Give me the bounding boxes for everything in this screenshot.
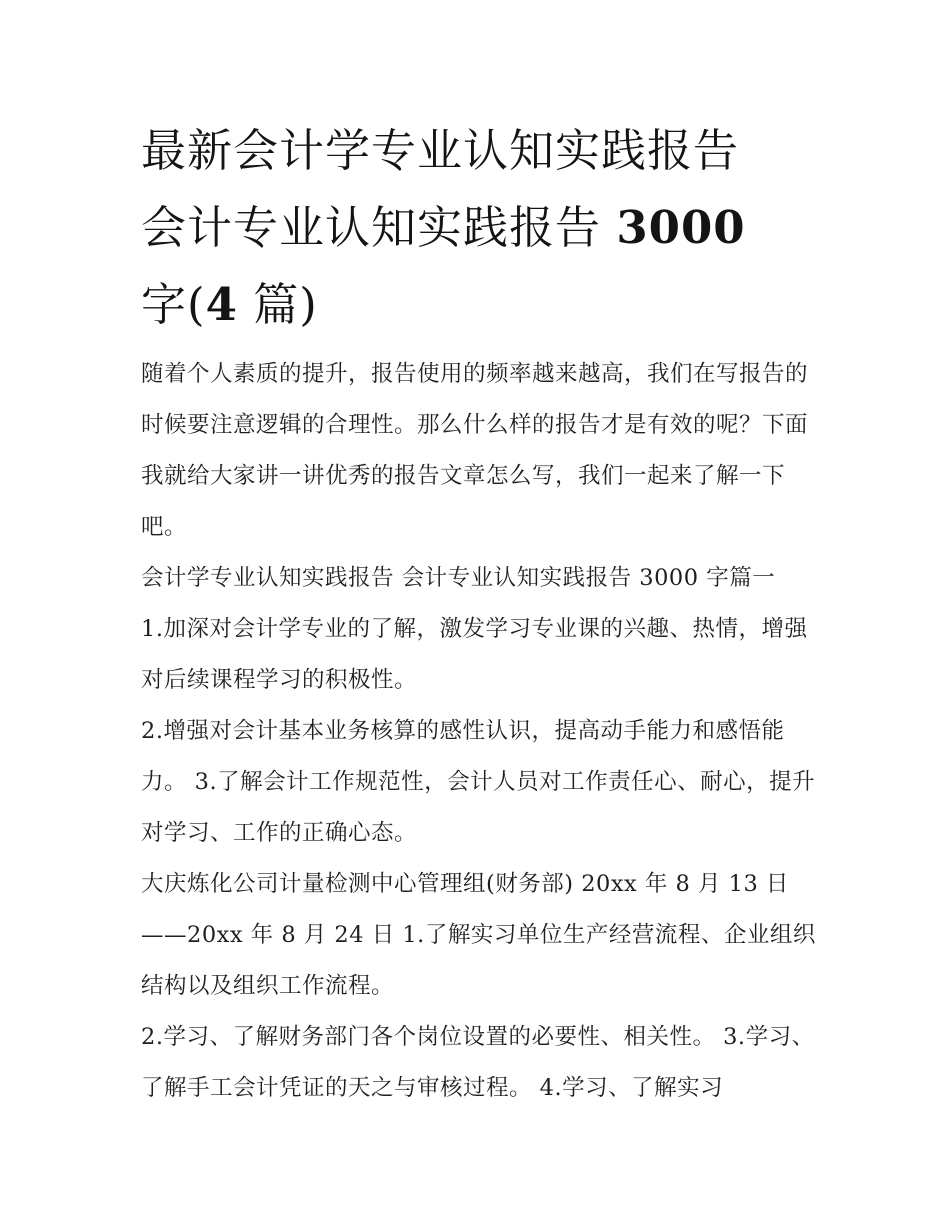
title-line-2-text: 会计专业认知实践报告 bbox=[141, 201, 602, 254]
document-title bbox=[141, 112, 816, 343]
title-line-1: 最新会计学专业认知实践报告 bbox=[141, 124, 740, 177]
title-line-3-prefix: 字( bbox=[141, 278, 206, 331]
practice-location-paragraph: 大庆炼化公司计量检测中心管理组(财务部) 20xx 年 8 月 13 日——20xx 年 8 月 24 日 1.了解实习单位生产经营流程、企业组织结构以及组织工作流程。 bbox=[141, 871, 816, 999]
title-line-3-suffix: 篇) bbox=[253, 278, 318, 331]
title-line-3-number: 4 bbox=[205, 278, 238, 331]
title-line-2-number: 3000 bbox=[616, 201, 746, 254]
objective-2-3-paragraph: 2.增强对会计基本业务核算的感性认识，提高动手能力和感悟能力。 3.了解会计工作规范性，会计人员对工作责任心、耐心，提升对学习、工作的正确心态。 bbox=[141, 718, 816, 846]
document-page bbox=[141, 112, 816, 1114]
intro-paragraph: 随着个人素质的提升，报告使用的频率越来越高，我们在写报告的时候要注意逻辑的合理性。那么什么样的报告才是有效的呢？下面我就给大家讲一讲优秀的报告文章怎么写，我们一起来了解一下吧。 bbox=[141, 361, 809, 540]
section-heading-paragraph: 会计学专业认知实践报告 会计专业认知实践报告 3000 字篇一 bbox=[141, 565, 776, 591]
practice-content-paragraph: 2.学习、了解财务部门各个岗位设置的必要性、相关性。 3.学习、了解手工会计凭证的天之与审核过程。 4.学习、了解实习 bbox=[141, 1024, 815, 1101]
objective-1-paragraph: 1.加深对会计学专业的了解，激发学习专业课的兴趣、热情，增强对后续课程学习的积极性。 bbox=[141, 616, 808, 693]
